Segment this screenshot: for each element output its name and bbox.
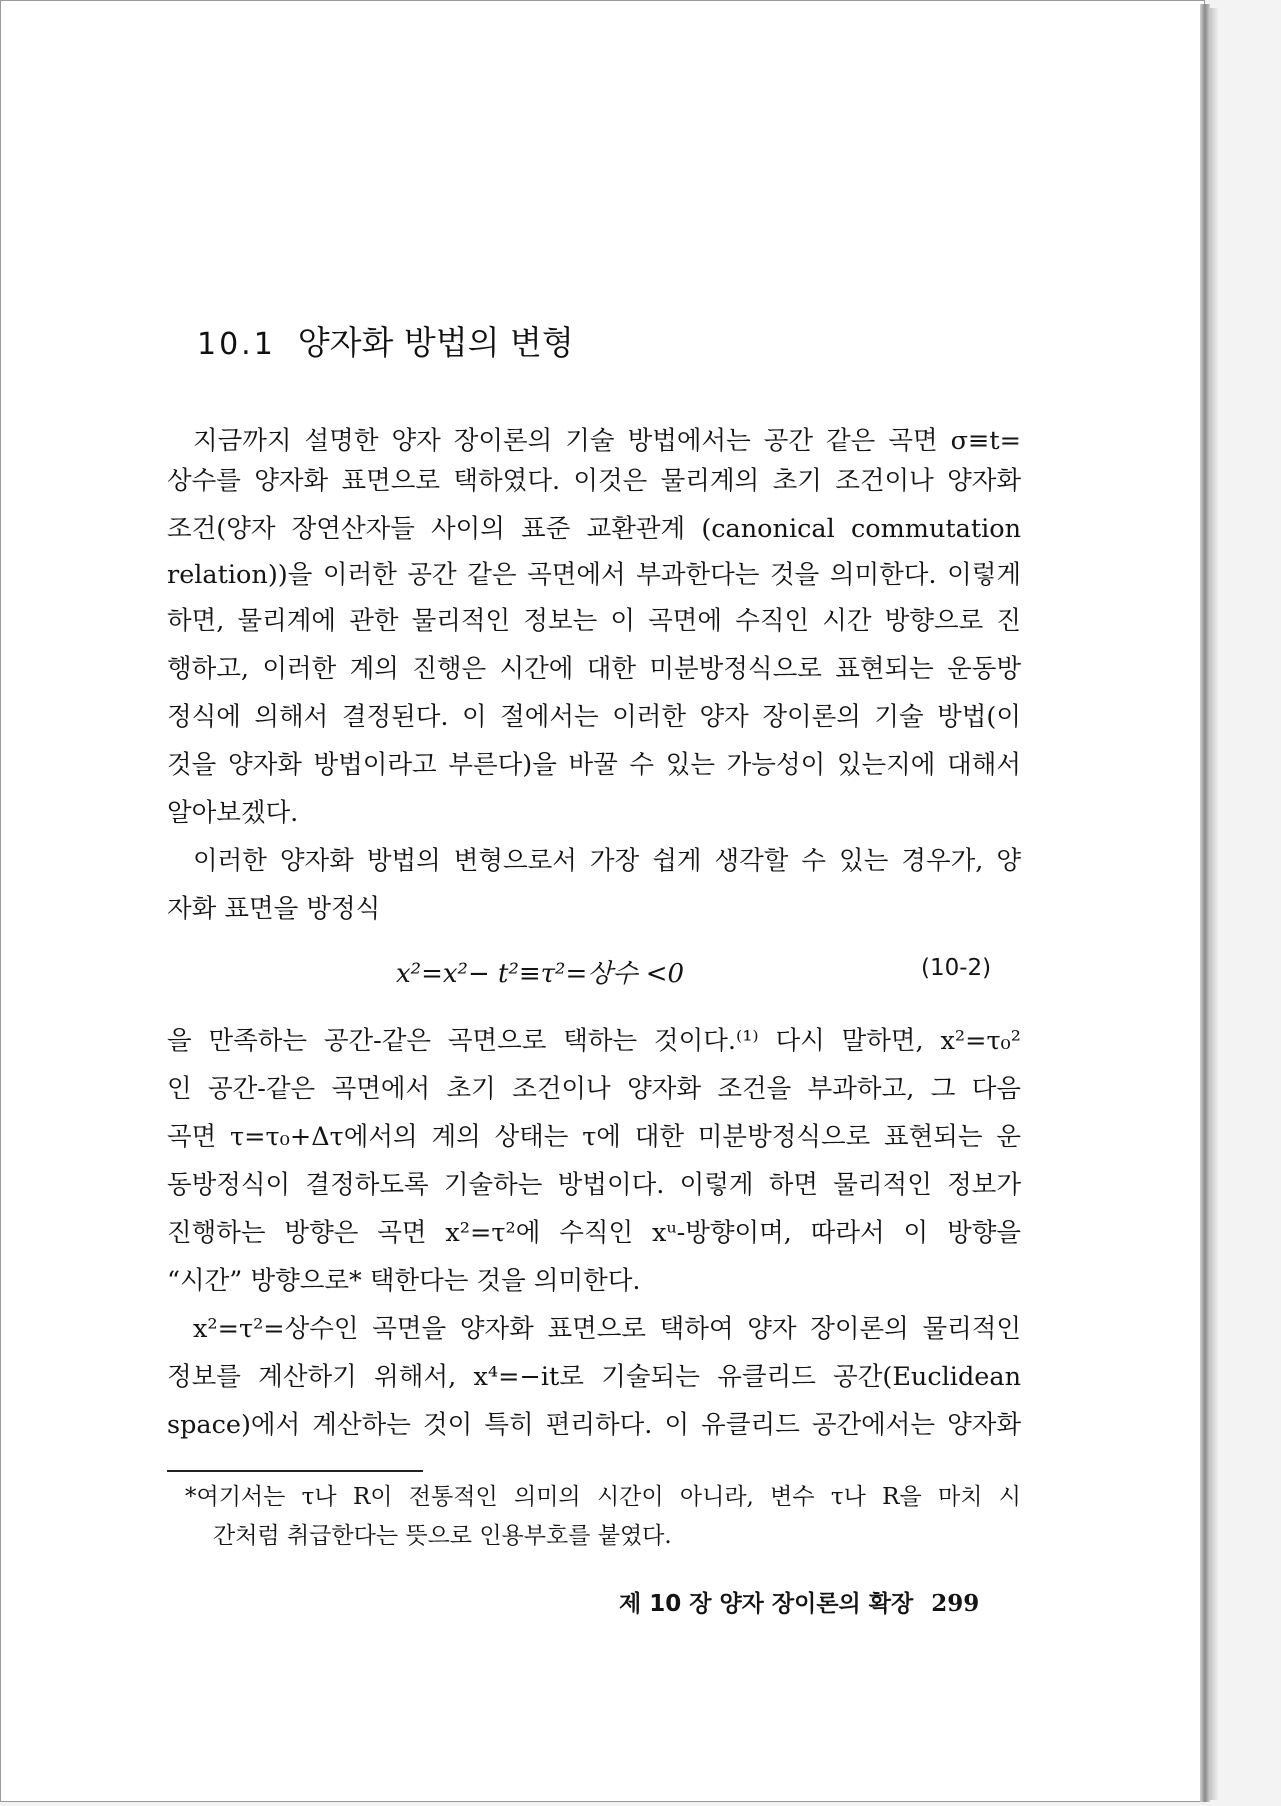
- body-line: x²=τ²=상수인 곡면을 양자화 표면으로 택하여 양자 장이론의 물리적인: [193, 1314, 1021, 1344]
- page-edge-shadow: [1210, 8, 1218, 1800]
- page-edge: [1200, 4, 1210, 1802]
- section-title: 양자화 방법의 변형: [297, 323, 574, 362]
- equation-number: (10-2): [921, 955, 992, 981]
- body-line: space)에서 계산하는 것이 특히 편리하다. 이 유클리드 공간에서는 양자화: [167, 1410, 1021, 1440]
- body-line: “시간” 방향으로* 택한다는 것을 의미한다.: [167, 1266, 641, 1296]
- body-line: 이러한 양자화 방법의 변형으로서 가장 쉽게 생각할 수 있는 경우가, 양: [193, 846, 1021, 876]
- body-line: 행하고, 이러한 계의 진행은 시간에 대한 미분방정식으로 표현되는 운동방: [167, 654, 1021, 684]
- footnote-line: 간처럼 취급한다는 뜻으로 인용부호를 붙였다.: [213, 1523, 672, 1549]
- body-line: 지금까지 설명한 양자 장이론의 기술 방법에서는 공간 같은 곡면 σ≡t=: [193, 426, 1021, 456]
- body-line: 것을 양자화 방법이라고 부른다)을 바꿀 수 있는 가능성이 있는지에 대해서: [167, 750, 1021, 780]
- chapter-title: 제 10 장 양자 장이론의 확장: [619, 1591, 914, 1617]
- body-line: 하면, 물리계에 관한 물리적인 정보는 이 곡면에 수직인 시간 방향으로 진: [167, 606, 1021, 636]
- body-line: 동방정식이 결정하도록 기술하는 방법이다. 이렇게 하면 물리적인 정보가: [167, 1170, 1021, 1200]
- footnote-rule: [167, 1470, 423, 1472]
- running-footer: [619, 1585, 979, 1618]
- body-line: 을 만족하는 공간-같은 곡면으로 택하는 것이다.⁽¹⁾ 다시 말하면, x²=τ₀²: [167, 1026, 1021, 1056]
- body-line: 곡면 τ=τ₀+Δτ에서의 계의 상태는 τ에 대한 미분방정식으로 표현되는 운: [167, 1122, 1021, 1152]
- body-line: 알아보겠다.: [167, 798, 299, 828]
- section-heading: [197, 317, 574, 364]
- body-line: 자화 표면을 방정식: [167, 894, 381, 924]
- body-line: relation))을 이러한 공간 같은 곡면에서 부과한다는 것을 의미한다. 이렇게: [167, 560, 1021, 590]
- body-line: 조건(양자 장연산자들 사이의 표준 교환관계 (canonical commutation: [167, 514, 1021, 544]
- page-number: 299: [931, 1590, 980, 1617]
- body-line: 인 공간-같은 곡면에서 초기 조건이나 양자화 조건을 부과하고, 그 다음: [167, 1074, 1021, 1104]
- body-line: 진행하는 방향은 곡면 x²=τ²에 수직인 xᵘ-방향이며, 따라서 이 방향을: [167, 1218, 1021, 1248]
- body-line: 상수를 양자화 표면으로 택하였다. 이것은 물리계의 초기 조건이나 양자화: [167, 466, 1021, 496]
- equation: x²=x²− t²≡τ²=상수 <0: [396, 959, 685, 989]
- section-number: 10.1: [197, 327, 276, 362]
- body-line: 정보를 계산하기 위해서, x⁴=−it로 기술되는 유클리드 공간(Euclidean: [167, 1362, 1021, 1392]
- footnote-line: *여기서는 τ나 R이 전통적인 의미의 시간이 아니라, 변수 τ나 R을 마치 시: [185, 1484, 1021, 1510]
- body-line: 정식에 의해서 결정된다. 이 절에서는 이러한 양자 장이론의 기술 방법(이: [167, 702, 1021, 732]
